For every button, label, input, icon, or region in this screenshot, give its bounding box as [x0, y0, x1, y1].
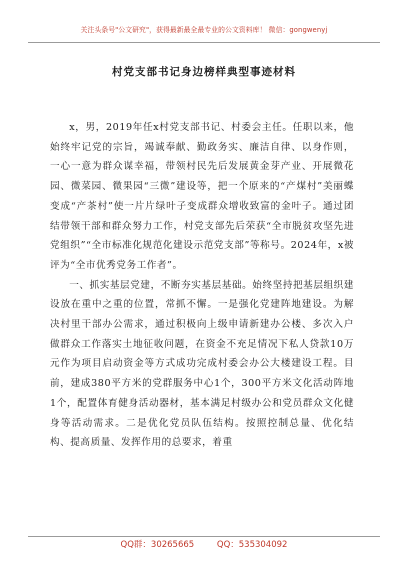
footer-qq-contact: QQ：535304092 — [216, 540, 288, 550]
footer-divider — [28, 536, 380, 537]
page-footer — [0, 538, 408, 550]
header-divider — [28, 42, 380, 43]
footer-qq-group: QQ群：30265665 — [120, 540, 195, 550]
page-header: 关注头条号"公文研究"，获得最新最全最专业的公文资料库！ 微信：gongwenyj — [80, 26, 328, 34]
document-body — [50, 118, 354, 453]
paragraph-section-1: 一、抓实基层党建，不断夯实基层基础。始终坚持把基层组织建设放在重中之重的位置，常抓不懈。一是强化党建阵地建设。为解决村里干部办公需求，通过积极向上级申请新建办公楼、多次入户做群众工作落实土地征收问题，在资金不充足情况下私人贷款10万元作为项目启动资金等方式成功完成村委会办公大楼建设工程。目前，建成380平方米的党群服务中心1个，300平方米文化活动阵地1个，配置体育健身活动器材，基本满足村级办公和党员群众文化健身等活动需求。二是优化党员队伍结构。按照控制总量、优化结构、提高质量、发挥作用的总要求，着重 — [50, 279, 354, 449]
paragraph-intro: x，男，2019年任x村党支部书记、村委会主任。任职以来，他始终牢记党的宗旨，竭诚奉献、勤政务实、廉洁自律、以身作则，一心一意为群众谋幸福，带领村民先后发展黄金芽产业、开展微花园、微菜园、微果园“三微”建设等，把一个原来的“产煤村”美丽蝶变成“产茶村”使一片片绿叶子变成群众增收致富的金叶子。通过团结带领干部和群众努力工作，村党支部先后荣获“全市脱贫攻坚先进党组织”“全市标准化规范化建设示范党支部”等称号。2024年，x被评为“全市优秀党务工作者”。 — [50, 122, 354, 271]
document-title: 村党支部书记身边榜样典型事迹材料 — [112, 66, 296, 78]
